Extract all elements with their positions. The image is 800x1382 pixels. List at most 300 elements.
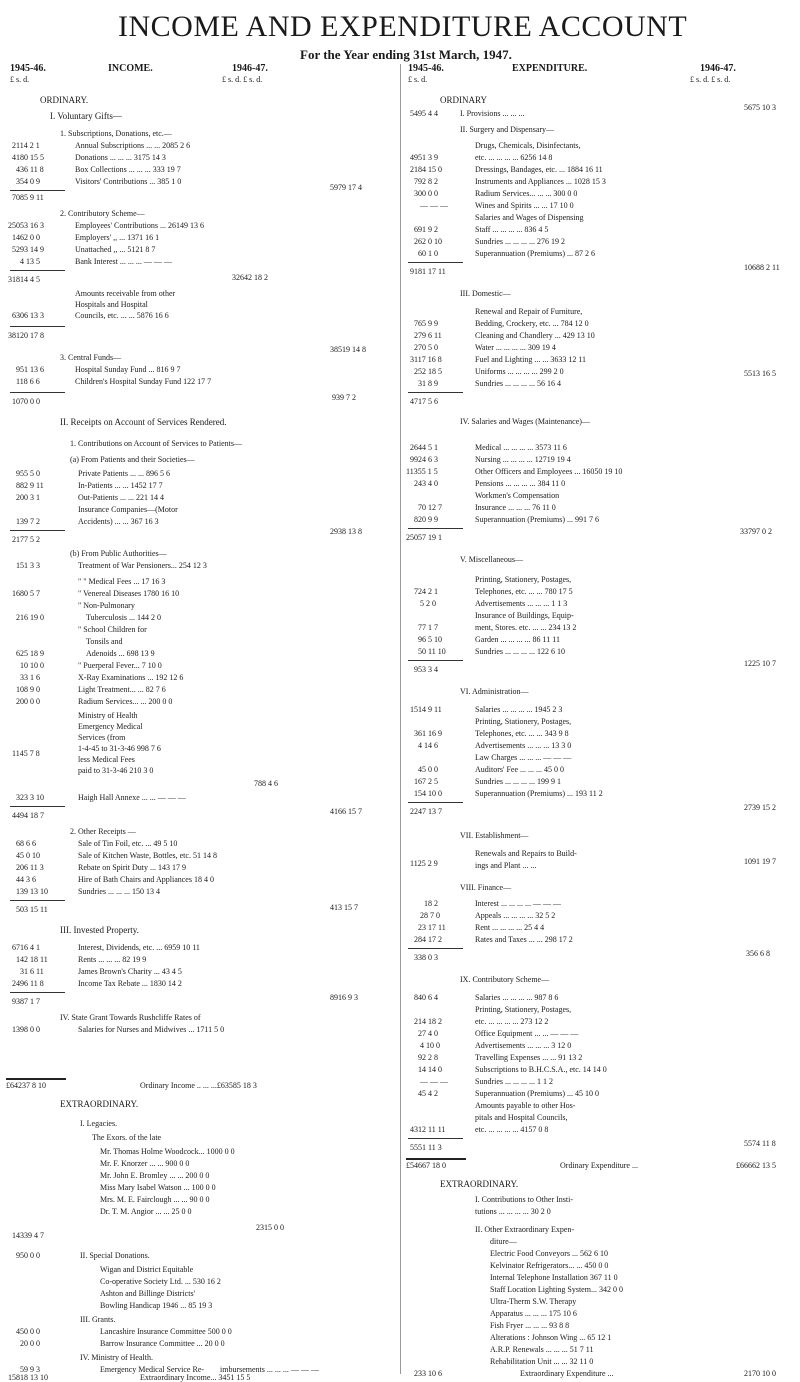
grants-heading: III. Grants.: [80, 1315, 116, 1324]
row-law: Law Charges ... ... ... — — —: [475, 753, 572, 762]
income-extraordinary: EXTRAORDINARY.: [60, 1099, 139, 1109]
row-hospital-sunday-fund: Hospital Sunday Fund ... 816 9 7: [75, 365, 181, 374]
other-receipts-heading: 2. Other Receipts —: [70, 827, 136, 836]
prev-value: 4180 15 5: [12, 153, 44, 162]
row-xray: X-Ray Examinations ... 192 12 6: [78, 673, 184, 682]
row-box-collections: Box Collections ... ... ... 333 19 7: [75, 165, 181, 174]
row-sundries: Sundries ... ... ... ... 1 1 2: [475, 1077, 553, 1086]
row-sundries: Sundries ... ... ... 150 13 4: [78, 887, 160, 896]
prev-value: 214 18 2: [414, 1017, 442, 1026]
prev-value: 20 0 0: [20, 1339, 40, 1348]
row-medical: Medical ... ... ... ... 3573 11 6: [475, 443, 567, 452]
row-other-extra: II. Other Extraordinary Expen-: [475, 1225, 575, 1234]
row-printing-2: Telephones, etc. ... ... 780 17 5: [475, 587, 573, 596]
prev-value: 2496 11 8: [12, 979, 44, 988]
row-audit: Auditors' Fee ... ... ... 45 0 0: [475, 765, 564, 774]
row-workmen-2: Insurance ... ... ... 76 11 0: [475, 503, 556, 512]
prev-value: 25057 19 1: [406, 533, 442, 542]
row-ems: Emergency Medical Service Re-: [100, 1365, 205, 1374]
row-alterations: Alterations : Johnson Wing ... 65 12 1: [490, 1333, 612, 1342]
row-childrens-sunday-fund: Children's Hospital Sunday Fund 122 17 7: [75, 377, 212, 386]
row-legacy: Dr. T. M. Angior ... ... 25 0 0: [100, 1207, 192, 1216]
prev-value: 31814 4 5: [8, 275, 40, 284]
rule: [408, 948, 463, 949]
row-printing-2: Telephones, etc. ... ... 343 9 8: [475, 729, 569, 738]
row-radium: Radium Services... ... 200 0 0: [78, 697, 173, 706]
row-legacy: Miss Mary Isabel Watson ... 100 0 0: [100, 1183, 216, 1192]
curr-total: 5513 16 5: [744, 369, 776, 378]
row-salaries: Salaries ... ... ... ... 1945 2 3: [475, 705, 563, 714]
prev-value: 200 0 0: [16, 697, 40, 706]
row-bank-interest: Bank Interest ... ... ... — — —: [75, 257, 172, 266]
curr-total: 10688 2 11: [744, 263, 780, 272]
exp-prev-year: 1945-46.: [408, 63, 444, 74]
legacies-heading: I. Legacies.: [80, 1119, 118, 1128]
row-printing: Printing, Stationery, Postages,: [475, 717, 572, 726]
voluntary-gifts: I. Voluntary Gifts—: [50, 111, 122, 121]
prev-value: 450 0 0: [16, 1327, 40, 1336]
row-kelvinator: Kelvinator Refrigerators... ... 450 0 0: [490, 1261, 609, 1270]
row-puerperal: " Puerperal Fever... 7 10 0: [78, 661, 162, 670]
prev-value: 820 9 9: [414, 515, 438, 524]
prev-value: 4312 11 11: [410, 1125, 446, 1134]
prev-value: 27 4 0: [418, 1029, 438, 1038]
row-contrib-other-2: tutions ... ... ... ... 30 2 0: [475, 1207, 551, 1216]
row-ultra-therm-2: Apparatus ... ... ... 175 10 6: [490, 1309, 577, 1318]
row-cleaning: Cleaning and Chandlery ... 429 13 10: [475, 331, 595, 340]
prev-value: 625 18 9: [16, 649, 44, 658]
prev-value: 23 17 11: [418, 923, 446, 932]
row-renewals: Renewals and Repairs to Build-: [475, 849, 577, 858]
state-grant-heading: IV. State Grant Towards Rushcliffe Rates of: [60, 1013, 201, 1022]
prev-value: 252 18 5: [414, 367, 442, 376]
row-fuel: Fuel and Lighting ... ... 3633 12 11: [475, 355, 587, 364]
prev-value: 840 6 4: [414, 993, 438, 1002]
row-haigh-hall: Haigh Hall Annexe ... ... — — —: [78, 793, 186, 802]
row-contrib-other: I. Contributions to Other Insti-: [475, 1195, 573, 1204]
row-interest: Interest, Dividends, etc. ... 6959 10 11: [78, 943, 200, 952]
row-garden: Garden ... ... ... ... 86 11 11: [475, 635, 560, 644]
row-sundries: Sundries ... ... ... ... 122 6 10: [475, 647, 565, 656]
prev-value: 4 10 0: [420, 1041, 440, 1050]
rule: [408, 262, 463, 263]
curr-value: 788 4 6: [254, 779, 278, 788]
prev-value: — — —: [420, 201, 448, 210]
rule: [10, 806, 65, 807]
surgery-heading: II. Surgery and Dispensary—: [460, 125, 555, 134]
row-superannuation: Superannuation (Premiums) ... 87 2 6: [475, 249, 595, 258]
prev-value: 45 4 2: [418, 1089, 438, 1098]
prev-value: 2177 5 2: [12, 535, 40, 544]
income-prev-lsd: £ s. d.: [10, 75, 30, 84]
row-superannuation: Superannuation (Premiums) ... 193 11 2: [475, 789, 603, 798]
rule: [408, 528, 463, 529]
prev-value: 14339 4 7: [12, 1231, 44, 1240]
services-rendered-heading: II. Receipts on Account of Services Rendered.: [60, 417, 227, 427]
prev-value: 10 10 0: [20, 661, 44, 670]
prev-value: 361 16 9: [414, 729, 442, 738]
curr-total: 8916 9 3: [330, 993, 358, 1002]
row-payable-3: etc. ... ... ... ... 4157 0 8: [475, 1125, 549, 1134]
row-war-pensioners: Treatment of War Pensioners... 254 12 3: [78, 561, 207, 570]
exp-ordinary: ORDINARY: [440, 95, 488, 105]
prev-value: 724 2 1: [414, 587, 438, 596]
prev-value: 38120 17 8: [8, 331, 44, 340]
row-adverts: Advertisements ... ... ... 1 1 3: [475, 599, 568, 608]
extraordinary-expenditure: Extraordinary Expenditure ...: [520, 1369, 614, 1378]
row-light-treatment: Light Treatment... ... 82 7 6: [78, 685, 166, 694]
row-ashton: Ashton and Billinge Districts': [100, 1289, 195, 1298]
row-employers: Employers' ,, ... 1371 16 1: [75, 233, 160, 242]
contributory-heading: 2. Contributory Scheme—: [60, 209, 145, 218]
row-barrow: Barrow Insurance Committee ... 20 0 0: [100, 1339, 225, 1348]
row-receivable-3: Councils, etc. ... ... 5876 16 6: [75, 311, 169, 320]
row-payable-2: pitals and Hospital Councils,: [475, 1113, 568, 1122]
domestic-heading: III. Domestic—: [460, 289, 511, 298]
prev-value: 2644 5 1: [410, 443, 438, 452]
prev-value: 765 9 9: [414, 319, 438, 328]
row-private-patients: Private Patients ... ... 896 5 6: [78, 469, 170, 478]
prev-value: 436 11 8: [16, 165, 44, 174]
prev-ordinary-total: £64237 8 10: [6, 1081, 46, 1090]
curr-total: 939 7 2: [332, 393, 356, 402]
exp-extraordinary: EXTRAORDINARY.: [440, 1179, 519, 1189]
row-lancashire: Lancashire Insurance Committee 500 0 0: [100, 1327, 232, 1336]
row-wigan-2: Co-operative Society Ltd. ... 530 16 2: [100, 1277, 221, 1286]
row-spirit-duty: Rebate on Spirit Duty ... 143 17 9: [78, 863, 186, 872]
prev-value: 14 14 0: [418, 1065, 442, 1074]
curr-value: 2315 0 0: [256, 1223, 284, 1232]
row-school-children: " School Children for: [78, 625, 147, 634]
prev-value: 118 6 6: [16, 377, 40, 386]
income-ordinary: ORDINARY.: [40, 95, 89, 105]
curr-total: 5574 11 8: [744, 1139, 776, 1148]
prev-value: 44 3 6: [16, 875, 36, 884]
subscriptions-heading: 1. Subscriptions, Donations, etc.—: [60, 129, 172, 138]
row-ministry-4: 1-4-45 to 31-3-46 998 7 6: [78, 744, 161, 753]
prev-value: 154 10 0: [414, 789, 442, 798]
row-ministry-5: less Medical Fees: [78, 755, 135, 764]
rule: [10, 530, 65, 531]
row-adenoids: Adenoids ... 698 13 9: [86, 649, 155, 658]
prev-ordinary-total: £54667 18 0: [406, 1161, 446, 1170]
curr-total: 356 6 8: [746, 949, 770, 958]
rule: [408, 802, 463, 803]
row-travel: Travelling Expenses ... ... 91 13 2: [475, 1053, 583, 1062]
admin-heading: VI. Administration—: [460, 687, 529, 696]
prev-value: 6716 4 1: [12, 943, 40, 952]
prev-value: 77 1 7: [418, 623, 438, 632]
prev-value: 2184 15 0: [410, 165, 442, 174]
row-fish-fryer: Fish Fryer ... ... ... 93 8 8: [490, 1321, 570, 1330]
row-other-extra-2: diture—: [490, 1237, 517, 1246]
row-medical-fees: " " Medical Fees ... 17 16 3: [78, 577, 166, 586]
central-funds-heading: 3. Central Funds—: [60, 353, 122, 362]
prev-value: 270 5 0: [414, 343, 438, 352]
row-superannuation: Superannuation (Premiums) ... 45 10 0: [475, 1089, 599, 1098]
prev-value: 5551 11 3: [410, 1143, 442, 1152]
prev-value: 1514 9 11: [410, 705, 442, 714]
row-renewals-2: ings and Plant ... ...: [475, 861, 537, 870]
row-sundries: Sundries ... ... ... ... 199 9 1: [475, 777, 561, 786]
row-workmen: Workmen's Compensation: [475, 491, 560, 500]
row-pensions: Pensions ... ... ... ... 384 11 0: [475, 479, 566, 488]
row-renewal-2: Bedding, Crockery, etc. ... 784 12 0: [475, 319, 589, 328]
prev-value: 323 3 10: [16, 793, 44, 802]
row-water: Water ... ... ... ... 309 19 4: [475, 343, 556, 352]
row-non-pulmonary: " Non-Pulmonary: [78, 601, 135, 610]
row-in-patients: In-Patients ... ... 1452 17 7: [78, 481, 163, 490]
row-ministry: Ministry of Health: [78, 711, 138, 720]
row-tuberculosis: Tuberculosis ... 144 2 0: [86, 613, 162, 622]
prev-value: 7085 9 11: [12, 193, 44, 202]
rule: [10, 270, 65, 271]
exors-heading: The Exors. of the late: [92, 1133, 162, 1142]
prev-value: 284 17 2: [414, 935, 442, 944]
prev-value: 955 5 0: [16, 469, 40, 478]
rule: [10, 900, 65, 901]
row-office: Office Equipment ... ... — — —: [475, 1029, 579, 1038]
prev-value: 5 2 0: [420, 599, 436, 608]
exp-curr-lsd: £ s. d. £ s. d.: [690, 75, 731, 84]
row-uniforms: Uniforms ... ... ... ... 299 2 0: [475, 367, 564, 376]
income-heading: INCOME.: [108, 63, 153, 74]
prev-value: 15818 13 10: [8, 1373, 48, 1382]
row-ultra-therm: Ultra-Therm S.W. Therapy: [490, 1297, 577, 1306]
rule: [408, 660, 463, 661]
row-legacy: Mr. John E. Bromley ... ... 200 0 0: [100, 1171, 210, 1180]
prev-value: 200 3 1: [16, 493, 40, 502]
row-adverts: Advertisements ... ... ... 3 12 0: [475, 1041, 572, 1050]
row-employees: Employees' Contributions ... 26149 13 6: [75, 221, 204, 230]
curr-total: 5979 17 4: [330, 183, 362, 192]
prev-value: 70 12 7: [418, 503, 442, 512]
from-patients-heading: (a) From Patients and their Societies—: [70, 455, 195, 464]
special-donations-heading: II. Special Donations.: [80, 1251, 150, 1260]
curr-total: 2739 15 2: [744, 803, 776, 812]
prev-value: 45 0 10: [16, 851, 40, 860]
curr-total: 2938 13 8: [330, 527, 362, 536]
row-printing-2: etc. ... ... ... ... 273 12 2: [475, 1017, 549, 1026]
row-drugs-2: etc. ... ... ... ... 6256 14 8: [475, 153, 553, 162]
prev-value: 142 18 11: [16, 955, 48, 964]
page-subtitle: For the Year ending 31st March, 1947.: [300, 47, 512, 62]
exp-heading: EXPENDITURE.: [512, 63, 588, 74]
invested-property-heading: III. Invested Property.: [60, 925, 139, 935]
prev-value: 31 6 11: [20, 967, 44, 976]
curr-total: 33797 0 2: [740, 527, 772, 536]
curr-total: 1091 19 7: [744, 857, 776, 866]
rule: [408, 1138, 463, 1139]
prev-value: 9181 17 11: [410, 267, 446, 276]
row-nursing: Nursing ... ... ... ... 12719 19 4: [475, 455, 571, 464]
row-receivable: Amounts receivable from other: [75, 289, 176, 298]
ordinary-expenditure: Ordinary Expenditure ...: [560, 1161, 638, 1170]
rule: [6, 1078, 66, 1080]
row-wigan: Wigan and District Equitable: [100, 1265, 194, 1274]
prev-value: 233 10 6: [414, 1369, 442, 1378]
prev-value: 4 14 6: [418, 741, 438, 750]
prev-value: 1398 0 0: [12, 1025, 40, 1034]
row-tonsils: Tonsils and: [86, 637, 123, 646]
exp-prev-lsd: £ s. d.: [408, 75, 428, 84]
prev-value: 68 6 6: [16, 839, 36, 848]
row-drugs: Drugs, Chemicals, Disinfectants,: [475, 141, 581, 150]
prev-value: 25053 16 3: [8, 221, 44, 230]
prev-value: 4 13 5: [20, 257, 40, 266]
row-donations: Donations ... ... ... 3175 14 3: [75, 153, 166, 162]
row-printing: Printing, Stationery, Postages,: [475, 575, 572, 584]
row-arp: A.R.P. Renewals ... ... ... 51 7 11: [490, 1345, 594, 1354]
row-out-patients: Out-Patients ... ... 221 14 4: [78, 493, 164, 502]
row-kitchen-waste: Sale of Kitchen Waste, Bottles, etc. 51 14 8: [78, 851, 217, 860]
prev-value: 953 3 4: [414, 665, 438, 674]
row-legacy: Mr. Thomas Holme Woodcock... 1000 0 0: [100, 1147, 235, 1156]
row-ashton-2: Bowling Handicap 1946 ... 85 19 3: [100, 1301, 213, 1310]
prev-value: 60 1 0: [418, 249, 438, 258]
prev-value: 2114 2 1: [12, 141, 40, 150]
row-wines: Wines and Spirits ... ... 17 10 0: [475, 201, 574, 210]
prev-value: 2247 13 7: [410, 807, 442, 816]
ordinary-expenditure-total: £66662 13 5: [736, 1161, 776, 1170]
row-subscriptions: Subscriptions to B.H.C.S.A., etc. 14 14 0: [475, 1065, 607, 1074]
contributions-heading: 1. Contributions on Account of Services to Patients—: [70, 439, 242, 448]
prev-value: 6306 13 3: [12, 311, 44, 320]
prev-value: 503 15 11: [16, 905, 48, 914]
prev-value: 354 0 9: [16, 177, 40, 186]
row-rent: Rent ... ... ... ... 25 4 4: [475, 923, 545, 932]
prev-value: 92 2 8: [418, 1053, 438, 1062]
prev-value: 151 3 3: [16, 561, 40, 570]
row-ministry-6: paid to 31-3-46 210 3 0: [78, 766, 154, 775]
row-insurance: Insurance Companies—(Motor: [78, 505, 178, 514]
row-provisions: I. Provisions ... ... ...: [460, 109, 525, 118]
row-insurance: Insurance of Buildings, Equip-: [475, 611, 574, 620]
curr-total: 413 15 7: [330, 903, 358, 912]
prev-value: 108 9 0: [16, 685, 40, 694]
income-prev-year: 1945-46.: [10, 63, 46, 74]
row-telephone: Internal Telephone Installation 367 11 0: [490, 1273, 618, 1282]
curr-subtotal: 32642 18 2: [232, 273, 268, 282]
row-insurance-2: ment, Stores. etc. ... ... 234 13 2: [475, 623, 577, 632]
row-ministry-3: Services (from: [78, 733, 126, 742]
prev-value: 338 0 3: [414, 953, 438, 962]
income-curr-year: 1946-47.: [232, 63, 268, 74]
prev-value: 5495 4 4: [410, 109, 438, 118]
row-renewal: Renewal and Repair of Furniture,: [475, 307, 583, 316]
prev-value: 167 2 5: [414, 777, 438, 786]
row-visitors-contributions: Visitors' Contributions ... 385 1 0: [75, 177, 182, 186]
row-salaries: Salaries ... ... ... ... 987 8 6: [475, 993, 559, 1002]
row-appeals: Appeals ... ... ... ... 32 5 2: [475, 911, 556, 920]
prev-value: 45 0 0: [418, 765, 438, 774]
prev-value: 139 13 10: [16, 887, 48, 896]
prev-value: 691 9 2: [414, 225, 438, 234]
row-charity: James Brown's Charity ... 43 4 5: [78, 967, 182, 976]
prev-value: 300 0 0: [414, 189, 438, 198]
prev-value: 1070 0 0: [12, 397, 40, 406]
row-insurance-2: Accidents) ... ... 367 16 3: [78, 517, 159, 526]
row-sundries: Sundries ... ... ... ... 276 19 2: [475, 237, 565, 246]
exp-curr-year: 1946-47.: [700, 63, 736, 74]
ordinary-income-total: Ordinary Income .. ... ...£63585 18 3: [140, 1081, 257, 1090]
row-ems-2: imbursements ... ... ... — — —: [220, 1365, 319, 1374]
row-tax-rebate: Income Tax Rebate ... 1830 14 2: [78, 979, 182, 988]
prev-value: 28 7 0: [420, 911, 440, 920]
prev-value: 9924 6 3: [410, 455, 438, 464]
prev-value: 18 2: [424, 899, 438, 908]
row-rates: Rates and Taxes ... ... 298 17 2: [475, 935, 573, 944]
ministry-health-heading: IV. Ministry of Health.: [80, 1353, 153, 1362]
prev-value: 50 11 10: [418, 647, 446, 656]
row-interest: Interest ... ... ... ... — — —: [475, 899, 561, 908]
row-printing: Printing, Stationery, Postages,: [475, 1005, 572, 1014]
row-other-officers: Other Officers and Employees ... 16050 19 10: [475, 467, 623, 476]
prev-value: 1680 5 7: [12, 589, 40, 598]
row-legacy: Mr. F. Knorzer ... ... 900 0 0: [100, 1159, 190, 1168]
row-staff-lighting: Staff Location Lighting System... 342 0 0: [490, 1285, 623, 1294]
row-payable: Amounts payable to other Hos-: [475, 1101, 576, 1110]
extraordinary-expenditure-total: 2170 10 0: [744, 1369, 776, 1378]
prev-value: 951 13 6: [16, 365, 44, 374]
prev-value: 950 0 0: [16, 1251, 40, 1260]
prev-value: 262 0 10: [414, 237, 442, 246]
prev-value: 9387 1 7: [12, 997, 40, 1006]
prev-value: 5293 14 9: [12, 245, 44, 254]
row-rehabilitation: Rehabilitation Unit ... ... 32 11 0: [490, 1357, 594, 1366]
row-unattached: Unattached ,, ... 5121 8 7: [75, 245, 156, 254]
finance-heading: VIII. Finance—: [460, 883, 512, 892]
row-rents: Rents ... ... ... 82 19 9: [78, 955, 147, 964]
curr-total: 4166 15 7: [330, 807, 362, 816]
row-receivable-2: Hospitals and Hospital: [75, 300, 148, 309]
prev-value: 3117 16 8: [410, 355, 442, 364]
income-curr-lsd: £ s. d. £ s. d.: [222, 75, 263, 84]
prev-value: 139 7 2: [16, 517, 40, 526]
salaries-heading: IV. Salaries and Wages (Maintenance)—: [460, 417, 590, 426]
prev-value: 206 11 3: [16, 863, 44, 872]
rule: [408, 392, 463, 393]
rule: [10, 992, 65, 993]
prev-value: 1125 2 9: [410, 859, 438, 868]
prev-value: 96 5 10: [418, 635, 442, 644]
row-superannuation: Superannuation (Premiums) ... 991 7 6: [475, 515, 599, 524]
row-dressings: Dressings, Bandages, etc. ... 1884 16 11: [475, 165, 603, 174]
row-venereal: " Venereal Diseases 1780 16 10: [78, 589, 180, 598]
row-state-grant: Salaries for Nurses and Midwives ... 1711 5 0: [78, 1025, 225, 1034]
prev-value: 59 9 3: [20, 1365, 40, 1374]
prev-value: 33 1 6: [20, 673, 40, 682]
prev-value: 4717 5 6: [410, 397, 438, 406]
row-conveyors: Electric Food Conveyors ... 562 6 10: [490, 1249, 608, 1258]
rule: [10, 190, 65, 191]
rule: [406, 1158, 466, 1160]
row-ministry-2: Emergency Medical: [78, 722, 143, 731]
row-instruments: Instruments and Appliances ... 1028 15 3: [475, 177, 606, 186]
prev-value: 11355 1 5: [406, 467, 438, 476]
curr-total: 1225 10 7: [744, 659, 776, 668]
prev-value: 31 8 9: [418, 379, 438, 388]
rule: [10, 326, 65, 327]
rule: [10, 392, 65, 393]
prev-value: 1462 0 0: [12, 233, 40, 242]
page-title: INCOME AND EXPENDITURE ACCOUNT: [118, 10, 688, 43]
prev-value: 882 9 11: [16, 481, 44, 490]
establishment-heading: VII. Establishment—: [460, 831, 529, 840]
row-annual-subscriptions: Annual Subscriptions ... ... 2085 2 6: [75, 141, 191, 150]
prev-value: 4951 3 9: [410, 153, 438, 162]
prev-value: 1145 7 8: [12, 749, 40, 758]
